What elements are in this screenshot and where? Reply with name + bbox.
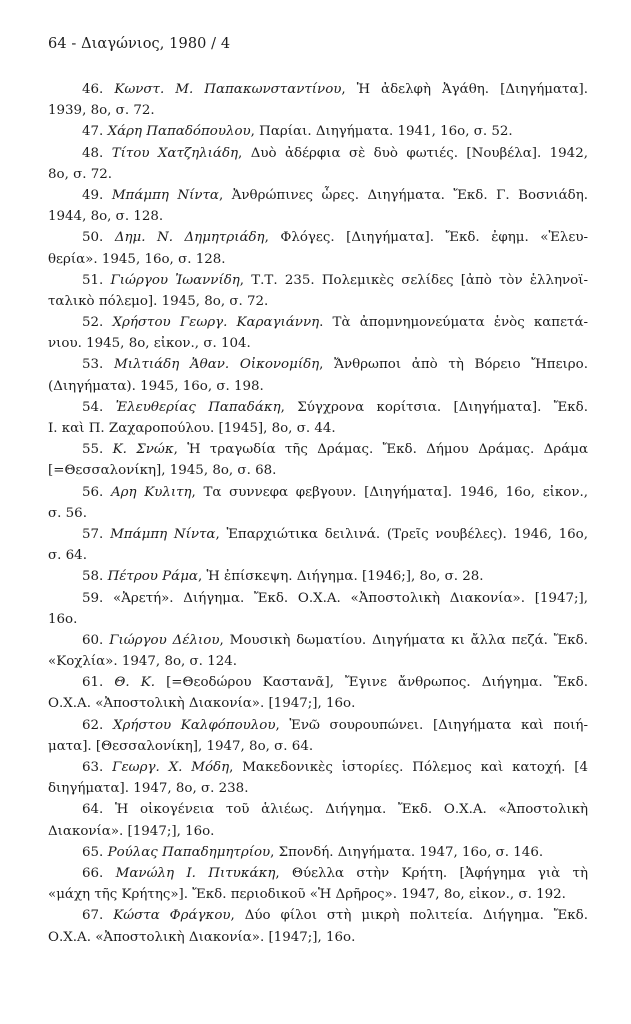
entry-author: Πέτρου Ράμα	[107, 569, 198, 585]
entry-number: 46.	[82, 82, 115, 97]
entry-text: 16ο.	[48, 611, 78, 627]
entry-author: Δημ. Ν. Δημητριάδη	[114, 230, 265, 246]
entry-author: Μανώλη Ι. Πιτυκάκη	[115, 865, 276, 881]
bibliography-entry	[48, 79, 588, 121]
entry-text: σ. 56.	[48, 505, 87, 521]
entry-first-line	[48, 566, 588, 587]
bibliography-entry	[48, 799, 588, 841]
entry-author: Χάρη Παπαδόπουλου	[107, 124, 251, 140]
entry-continuation-line	[48, 609, 588, 630]
entry-number: 61.	[82, 675, 115, 691]
entry-author: Κ. Σνώκ	[112, 442, 174, 458]
entry-text: Ἡ οἰκογένεια τοῦ ἁλιέως. Διήγημα. Ἔκδ. Ο.Χ.Α. «Ἀποστολικὴ	[115, 802, 588, 818]
entry-author: Τίτου Χατζηλιάδη	[111, 145, 239, 161]
entry-number: 57.	[82, 526, 111, 542]
entry-number: 59.	[82, 590, 114, 606]
entry-first-line	[48, 354, 588, 375]
entry-number: 58.	[82, 569, 108, 585]
entry-author: Θ. Κ.	[114, 675, 155, 691]
bibliography-entry	[48, 863, 588, 905]
entry-continuation-line	[48, 545, 588, 566]
entry-author: Αρη Κυλιτη	[110, 484, 192, 500]
entry-number: 65.	[82, 844, 108, 860]
entry-first-line	[48, 121, 588, 142]
entry-text: , Σπονδή. Διηγήματα. 1947, 16ο, σ. 146.	[270, 844, 544, 860]
bibliography-entry	[48, 354, 588, 396]
entry-number: 64.	[82, 802, 116, 818]
bibliography-entry	[48, 227, 588, 269]
entry-number: 62.	[82, 717, 113, 733]
entry-first-line	[48, 588, 588, 609]
entry-text: σ. 64.	[48, 548, 87, 564]
entry-author: Γιώργου Δέλιου	[109, 632, 220, 648]
entry-text: [=Θεοδώρου Καστανᾶ], Ἔγινε ἄνθρωπος. Διήγημα. Ἔκδ.	[154, 675, 588, 691]
entry-continuation-line	[48, 693, 588, 714]
entry-author: Χρήστου Καλφόπουλου	[112, 717, 276, 733]
bibliography-entry	[48, 270, 588, 312]
entry-first-line	[48, 715, 588, 736]
entry-text: «μάχη τῆς Κρήτης»]. Ἔκδ. περιοδικοῦ «Ἡ Δρῆρος». 1947, 8ο, εἰκον., σ. 192.	[48, 887, 566, 903]
entry-number: 54.	[82, 399, 116, 415]
entry-first-line	[48, 482, 588, 503]
entry-text: «Ἀρετή». Διήγημα. Ἔκδ. Ο.Χ.Α. «Ἀποστολικὴ Διακονία». [1947;],	[113, 590, 588, 606]
entry-number: 48.	[82, 145, 112, 161]
entry-text: , Παρίαι. Διηγήματα. 1941, 16ο, σ. 52.	[250, 124, 513, 140]
entry-first-line	[48, 270, 588, 291]
bibliography-list	[48, 79, 588, 948]
entry-text: Ο.Χ.Α. «Ἀποστολικὴ Διακονία». [1947;], 16ο.	[48, 929, 356, 945]
entry-number: 49.	[82, 187, 112, 203]
entry-text: θερία». 1945, 16ο, σ. 128.	[48, 251, 226, 267]
entry-author: Ἐλευθερίας Παπαδάκη	[115, 399, 281, 415]
entry-author: Κωνστ. Μ. Παπακωνσταντίνου	[114, 82, 342, 97]
entry-continuation-line	[48, 503, 588, 524]
entry-number: 63.	[82, 760, 113, 775]
entry-number: 56.	[82, 484, 111, 500]
entry-text: , Τ.Τ. 235. Πολεμικὲς σελίδες [ἀπὸ τὸν ἑλληνοϊ-	[239, 272, 588, 288]
entry-author: Μπάμπη Νίντα	[110, 526, 216, 542]
entry-text: νιου. 1945, 8ο, εἰκον., σ. 104.	[48, 336, 251, 352]
entry-text: , Μακεδονικὲς ἱστορίες. Πόλεμος καὶ κατοχή. [4	[229, 760, 588, 775]
bibliography-entry	[48, 524, 588, 566]
entry-number: 51.	[82, 272, 111, 288]
entry-first-line	[48, 439, 588, 460]
entry-text: , Τα συννεφα φεβγουν. [Διηγήματα]. 1946, 16ο, εἰκον.,	[191, 484, 588, 500]
entry-first-line	[48, 312, 588, 333]
entry-author: Χρήστου Γεωργ. Καραγιάννη	[112, 315, 320, 331]
entry-text: , Ἡ ἀδελφὴ Ἀγάθη. [Διηγήματα].	[341, 82, 588, 97]
entry-text: , Θύελλα στὴν Κρήτη. [Ἀφήγημα γιὰ τὴ	[275, 865, 588, 881]
entry-text: , Μουσικὴ δωματίου. Διηγήματα κι ἄλλα πεζά. Ἔκδ.	[219, 632, 588, 648]
entry-author: Μιλτιάδη Ἀθαν. Οἰκονομίδη	[114, 357, 320, 373]
entry-number: 66.	[82, 865, 116, 881]
entry-text: ταλικὸ πόλεμο]. 1945, 8ο, σ. 72.	[48, 293, 269, 309]
entry-number: 67.	[82, 908, 114, 924]
entry-author: Μπάμπη Νίντα	[111, 187, 219, 203]
entry-continuation-line	[48, 164, 588, 185]
entry-text: , Φλόγες. [Διηγήματα]. Ἔκδ. ἐφημ. «Ἐλευ-	[264, 230, 588, 246]
entry-text: , Ἡ ἐπίσκεψη. Διήγημα. [1946;], 8ο, σ. 28.	[197, 569, 484, 585]
entry-author: Ρούλας Παπαδημητρίου	[107, 844, 271, 860]
entry-first-line	[48, 524, 588, 545]
entry-text: 1944, 8ο, σ. 128.	[48, 209, 164, 225]
entry-continuation-line	[48, 651, 588, 672]
bibliography-entry	[48, 121, 588, 142]
bibliography-entry	[48, 672, 588, 714]
entry-text: Ο.Χ.Α. «Ἀποστολικὴ Διακονία». [1947;], 16ο.	[48, 696, 356, 712]
bibliography-entry	[48, 757, 588, 799]
entry-text: (Διηγήματα). 1945, 16ο, σ. 198.	[48, 378, 264, 394]
bibliography-entry	[48, 143, 588, 185]
bibliography-entry	[48, 905, 588, 947]
entry-text: , Ἄνθρωποι ἀπὸ τὴ Βόρειο Ἤπειρο.	[319, 357, 588, 373]
entry-number: 52.	[82, 315, 113, 331]
entry-first-line	[48, 672, 588, 693]
entry-number: 60.	[82, 632, 110, 648]
entry-text: 8ο, σ. 72.	[48, 166, 113, 182]
bibliography-entry	[48, 397, 588, 439]
entry-continuation-line	[48, 927, 588, 948]
entry-number: 53.	[82, 357, 115, 373]
entry-number: 55.	[82, 442, 113, 458]
bibliography-entry	[48, 482, 588, 524]
entry-continuation-line	[48, 418, 588, 439]
entry-text: , Ἀνθρώπινες ὧρες. Διηγήματα. Ἔκδ. Γ. Βοσνιάδη.	[218, 187, 588, 203]
entry-continuation-line	[48, 778, 588, 799]
entry-number: 47.	[82, 124, 108, 140]
entry-continuation-line	[48, 884, 588, 905]
entry-text: Διακονία». [1947;], 16ο.	[48, 823, 215, 839]
entry-continuation-line	[48, 821, 588, 842]
entry-first-line	[48, 905, 588, 926]
entry-first-line	[48, 227, 588, 248]
entry-text: , Σύγχρονα κορίτσια. [Διηγήματα]. Ἔκδ.	[280, 399, 588, 415]
entry-first-line	[48, 630, 588, 651]
bibliography-entry	[48, 588, 588, 630]
entry-first-line	[48, 757, 588, 778]
entry-continuation-line	[48, 736, 588, 757]
entry-first-line	[48, 863, 588, 884]
entry-first-line	[48, 397, 588, 418]
entry-first-line	[48, 842, 588, 863]
running-head: 64 - Διαγώνιος, 1980 / 4	[48, 36, 231, 52]
entry-text: , Δύο φίλοι στὴ μικρὴ πολιτεία. Διήγημα. Ἔκδ.	[230, 908, 588, 924]
entry-text: 1939, 8ο, σ. 72.	[48, 103, 155, 119]
entry-author: Γεωργ. Χ. Μόδη	[112, 760, 230, 775]
entry-text: Ι. καὶ Π. Ζαχαροπούλου. [1945], 8ο, σ. 44.	[48, 421, 336, 436]
entry-text: , Δυὸ ἀδέρφια σὲ δυὸ φωτιές. [Νουβέλα]. 1942,	[238, 145, 588, 161]
entry-text: , Ἐνῶ σουρουπώνει. [Διηγήματα καὶ ποιή-	[275, 717, 588, 733]
entry-text: , Ἐπαρχιώτικα δειλινά. (Τρεῖς νουβέλες). 1946, 16ο,	[215, 526, 589, 542]
bibliography-entry	[48, 566, 588, 587]
bibliography-entry	[48, 715, 588, 757]
entry-continuation-line	[48, 376, 588, 397]
entry-continuation-line	[48, 291, 588, 312]
entry-text: . Τὰ ἀπομνημονεύματα ἑνὸς καπετά-	[319, 315, 589, 331]
entry-author: Γιώργου Ἰωαννίδη	[110, 272, 240, 288]
entry-continuation-line	[48, 460, 588, 481]
entry-continuation-line	[48, 249, 588, 270]
entry-first-line	[48, 799, 588, 820]
bibliography-entry	[48, 185, 588, 227]
entry-text: διηγήματα]. 1947, 8ο, σ. 238.	[48, 781, 249, 797]
bibliography-entry	[48, 842, 588, 863]
entry-text: [=Θεσσαλονίκη], 1945, 8ο, σ. 68.	[48, 463, 277, 479]
entry-text: ματα]. [Θεσσαλονίκη], 1947, 8ο, σ. 64.	[48, 738, 314, 754]
bibliography-entry	[48, 630, 588, 672]
entry-first-line	[48, 143, 588, 164]
entry-author: Κώστα Φράγκου	[113, 908, 231, 924]
entry-text: , Ἡ τραγωδία τῆς Δράμας. Ἔκδ. Δήμου Δράμας. Δράμα	[173, 442, 588, 458]
bibliography-entry	[48, 439, 588, 481]
entry-text: «Κοχλία». 1947, 8ο, σ. 124.	[48, 654, 238, 670]
entry-first-line	[48, 185, 588, 206]
bibliography-entry	[48, 312, 588, 354]
entry-continuation-line	[48, 333, 588, 354]
entry-number: 50.	[82, 230, 115, 246]
entry-continuation-line	[48, 206, 588, 227]
entry-continuation-line	[48, 100, 588, 121]
entry-first-line	[48, 79, 588, 100]
